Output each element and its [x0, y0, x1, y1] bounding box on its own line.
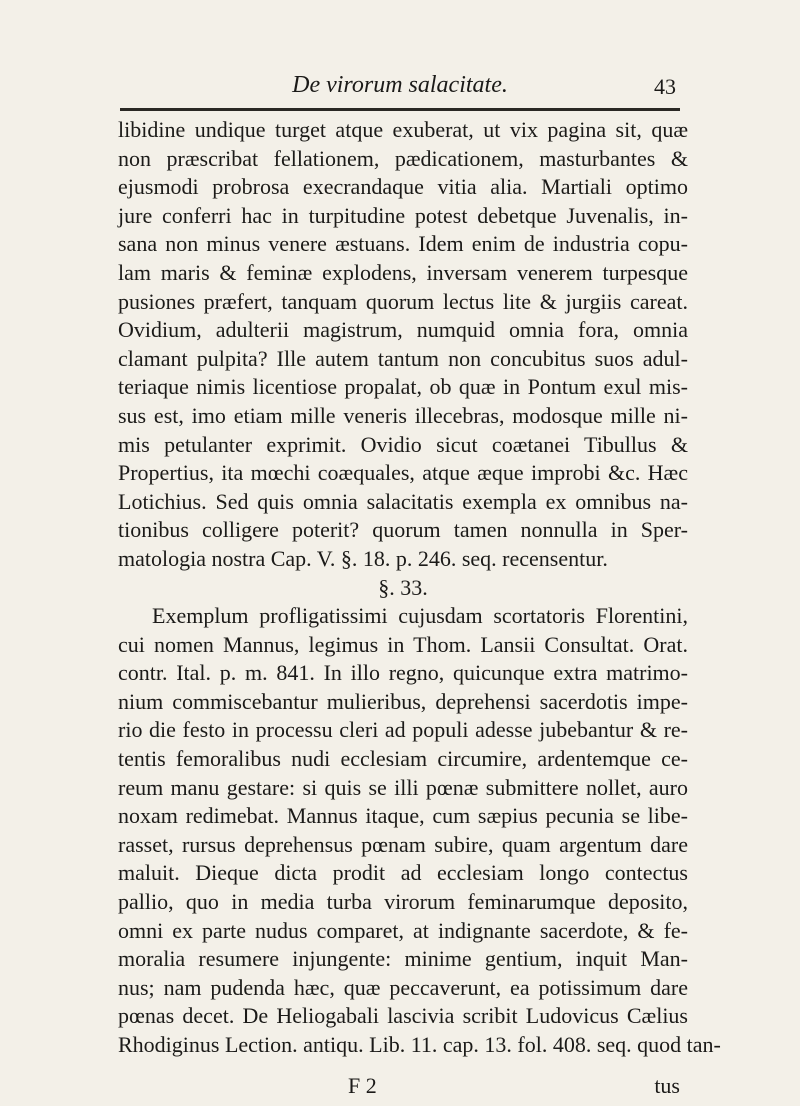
text-line: tionibus colligere poterit? quorum tamen nonnulla in Sper-: [118, 517, 688, 543]
text-line: matologia nostra Cap. V. §. 18. p. 246. seq. recensentur.: [118, 545, 608, 571]
text-line: omni ex parte nudus comparet, at indignante sacerdote, & fe-: [118, 917, 688, 943]
text-line: noxam redimebat. Mannus itaque, cum sæpius pecunia se libe-: [118, 803, 688, 829]
text-line: tentis femoralibus nudi ecclesiam circumire, ardentemque ce-: [118, 746, 688, 772]
text-line: maluit. Dieque dicta prodit ad ecclesiam longo contectus: [118, 860, 688, 886]
text-line: ejusmodi probrosa execrandaque vitia alia. Martiali optimo: [118, 174, 688, 200]
text-line: rasset, rursus deprehensus pœnam subire, quam argentum dare: [118, 831, 688, 857]
text-line: pallio, quo in media turba virorum feminarumque deposito,: [118, 889, 688, 915]
text-line: rio die festo in processu cleri ad populi adesse jubebantur & re-: [118, 717, 688, 743]
text-line: moralia resumere injungente: minime gentium, inquit Man-: [118, 946, 688, 972]
text-line: clamant pulpita? Ille autem tantum non concubitus suos adul-: [118, 345, 688, 371]
text-line: mis petulanter exprimit. Ovidio sicut coætanei Tibullus &: [118, 431, 688, 457]
text-line: Propertius, ita mœchi coæquales, atque æque improbi &c. Hæc: [118, 460, 688, 486]
text-line: sana non minus venere æstuans. Idem enim de industria copu-: [118, 231, 688, 257]
page-header: [120, 72, 680, 102]
running-title: De virorum salacitate.: [292, 72, 508, 98]
text-line: pœnas decet. De Heliogabali lascivia scribit Ludovicus Cælius: [118, 1003, 688, 1029]
text-line: reum manu gestare: si quis se illi pœnæ submittere nollet, auro: [118, 774, 688, 800]
text-line: nus; nam pudenda hæc, quæ peccaverunt, ea potissimum dare: [118, 974, 688, 1000]
signature-mark: F 2: [348, 1073, 377, 1098]
header-rule: [120, 108, 680, 111]
text-line: Exemplum profligatissimi cujusdam scortatoris Florentini,: [152, 603, 688, 629]
catchword: tus: [654, 1073, 680, 1098]
text-line: teriaque nimis licentiose propalat, ob quæ in Pontum exul mis-: [118, 374, 688, 400]
text-line: pusiones præfert, tanquam quorum lectus lite & jurgiis careat.: [118, 288, 688, 314]
text-line: Lotichius. Sed quis omnia salacitatis exempla ex omnibus na-: [118, 488, 688, 514]
text-line: lam maris & feminæ explodens, inversam venerem turpesque: [118, 259, 688, 285]
text-line: Rhodiginus Lection. antiqu. Lib. 11. cap. 13. fol. 408. seq. quod tan-: [118, 1032, 721, 1057]
text-line: jure conferri hac in turpitudine potest debetque Juvenalis, in-: [118, 202, 688, 228]
page-number: 43: [654, 74, 676, 99]
text-line: cui nomen Mannus, legimus in Thom. Lansii Consultat. Orat.: [118, 631, 688, 657]
body-text: [118, 116, 721, 1060]
text-line: contr. Ital. p. m. 841. In illo regno, quicunque extra matrimo-: [118, 660, 688, 686]
text-line: non præscribat fellationem, pædicationem, masturbantes &: [118, 145, 688, 171]
text-line: Ovidium, adulterii magistrum, numquid omnia fora, omnia: [118, 317, 688, 343]
text-line: libidine undique turget atque exuberat, ut vix pagina sit, quæ: [118, 117, 688, 142]
text-line: nium commiscebantur mulieribus, deprehensi sacerdotis impe-: [118, 688, 688, 714]
page-footer: [118, 1073, 688, 1101]
text-line: sus est, imo etiam mille veneris illecebras, modosque mille ni-: [118, 402, 688, 428]
section-number: §. 33.: [378, 574, 428, 600]
